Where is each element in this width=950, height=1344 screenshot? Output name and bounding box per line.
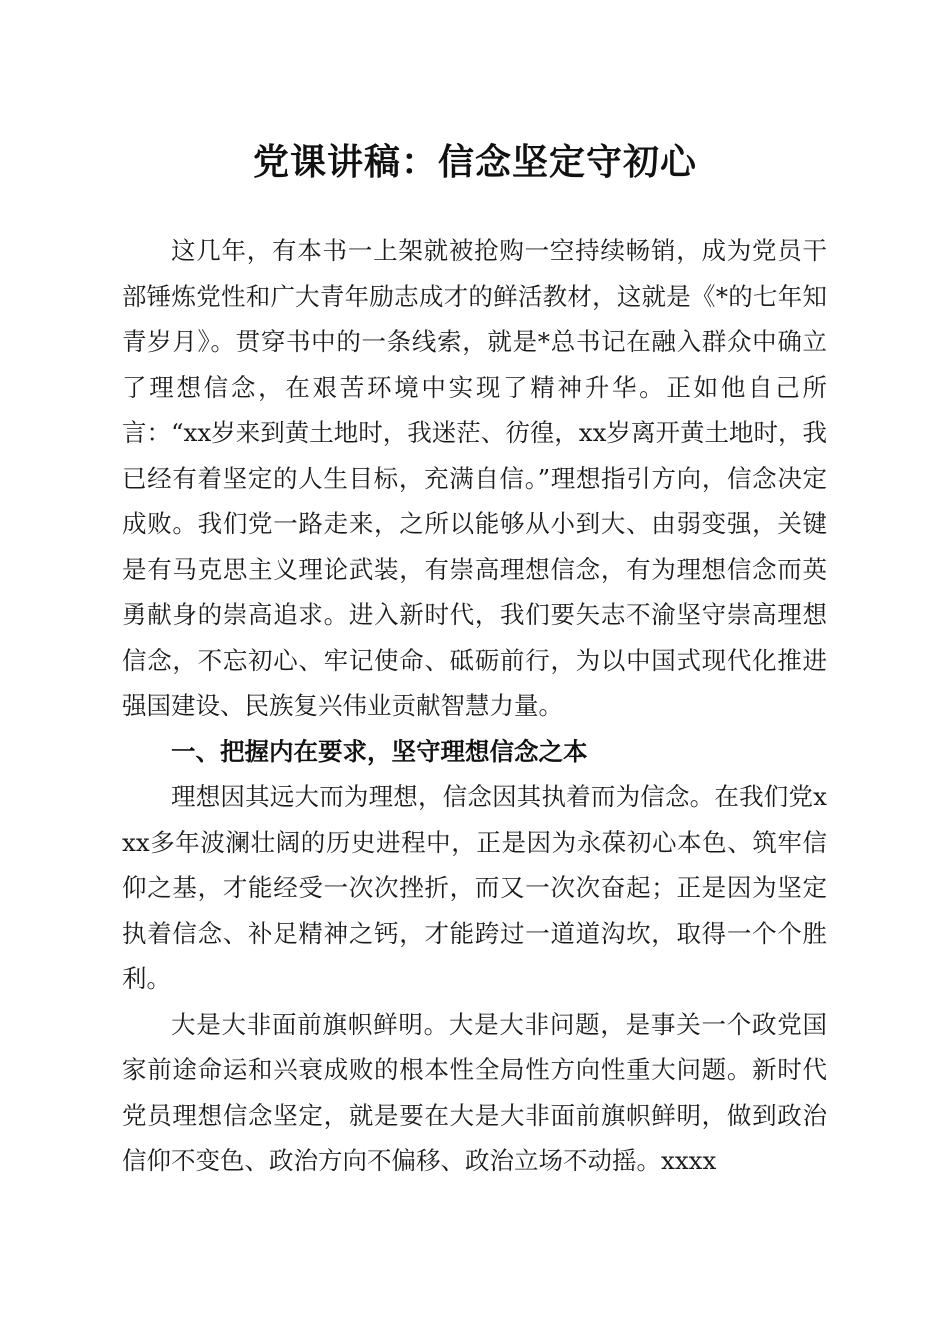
document-body (122, 228, 827, 1184)
document-title: 党课讲稿：信念坚定守初心 (252, 141, 697, 183)
section-paragraph-2: 大是大非面前旗帜鲜明。大是大非问题，是事关一个政党国家前途命运和兴衰成败的根本性全局性方向性重大问题。新时代党员理想信念坚定，就是要在大是大非面前旗帜鲜明，做到政治信仰不变色、政治方向不偏移、政治立场不动摇。xxxx (122, 1009, 827, 1175)
intro-paragraph: 这几年，有本书一上架就被抢购一空持续畅销，成为党员干部锤炼党性和广大青年励志成才的鲜活教材，这就是《*的七年知青岁月》。贯穿书中的一条线索，就是*总书记在融入群众中确立了理想信念，在艰苦环境中实现了精神升华。正如他自己所言：“xx岁来到黄土地时，我迷茫、彷徨，xx岁离开黄土地时，我已经有着坚定的人生目标，充满自信。”理想指引方向，信念决定成败。我们党一路走来，之所以能够从小到大、由弱变强，关键是有马克思主义理论武装，有崇高理想信念，有为理想信念而英勇献身的崇高追求。进入新时代，我们要矢志不渝坚守崇高理想信念，不忘初心、牢记使命、砥砺前行，为以中国式现代化推进强国建设、民族复兴伟业贡献智慧力量。 (122, 236, 827, 720)
section-heading: 一、把握内在要求，坚守理想信念之本 (171, 736, 588, 766)
section-paragraph-1: 理想因其远大而为理想，信念因其执着而为信念。在我们党xxx多年波澜壮阔的历史进程中，正是因为永葆初心本色、筑牢信仰之基，才能经受一次次挫折，而又一次次奋起；正是因为坚定执着信念、补足精神之钙，才能跨过一道道沟坎，取得一个个胜利。 (122, 782, 827, 993)
